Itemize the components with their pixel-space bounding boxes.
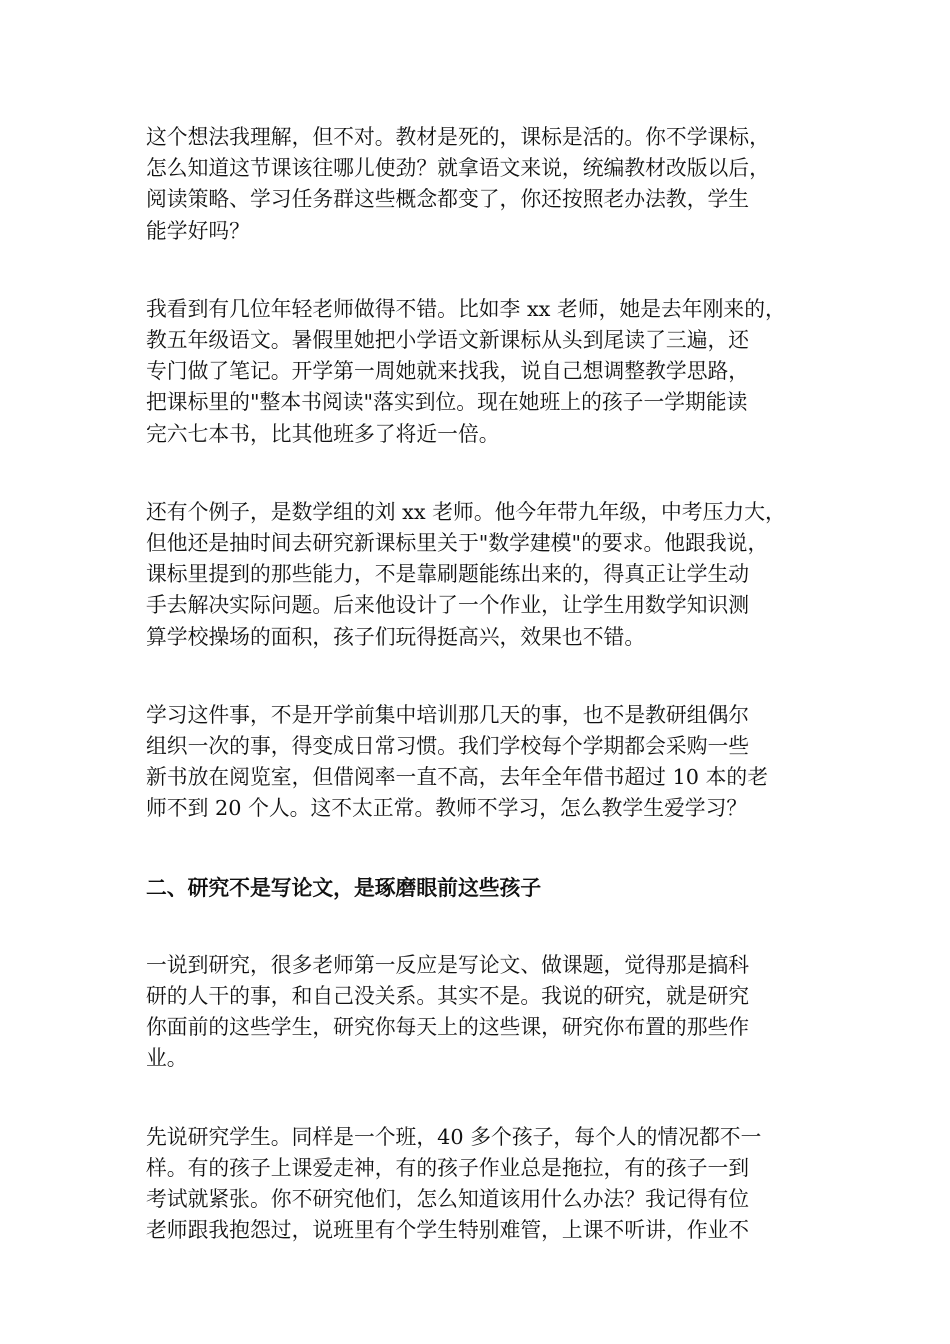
text-line: 组织一次的事，得变成日常习惯。我们学校每个学期都会采购一些 — [146, 734, 750, 759]
text-line: 但他还是抽时间去研究新课标里关于"数学建模"的要求。他跟我说， — [146, 531, 769, 556]
paragraph-research-students — [146, 1122, 806, 1247]
paragraph-learning-habit — [146, 700, 806, 825]
text-line: 师不到 20 个人。这不太正常。教师不学习，怎么教学生爱学习？ — [146, 796, 748, 821]
text-line: 教五年级语文。暑假里她把小学语文新课标从头到尾读了三遍，还 — [146, 328, 750, 353]
text-line: 样。有的孩子上课爱走神，有的孩子作业总是拖拉，有的孩子一到 — [146, 1155, 750, 1180]
text-line: 能学好吗？ — [146, 218, 250, 243]
text-line: 把课标里的"整本书阅读"落实到位。现在她班上的孩子一学期能读 — [146, 390, 748, 415]
text-line: 这个想法我理解，但不对。教材是死的，课标是活的。你不学课标， — [146, 125, 770, 149]
text-line: 我看到有几位年轻老师做得不错。比如李 xx 老师，她是去年刚来的， — [146, 296, 786, 321]
text-line: 一说到研究，很多老师第一反应是写论文、做课题，觉得那是搞科 — [146, 952, 750, 977]
paragraph-what-is-research — [146, 950, 806, 1075]
text-line: 新书放在阅览室，但借阅率一直不高，去年全年借书超过 10 本的老 — [146, 765, 768, 790]
text-line: 阅读策略、学习任务群这些概念都变了，你还按照老办法教，学生 — [146, 187, 750, 212]
text-line: 学习这件事，不是开学前集中培训那几天的事，也不是教研组偶尔 — [146, 702, 750, 727]
paragraph-teacher-liu-example — [146, 497, 806, 653]
text-line: 业。 — [146, 1046, 188, 1071]
text-line: 老师跟我抱怨过，说班里有个学生特别难管，上课不听讲，作业不 — [146, 1218, 750, 1243]
paragraph-teacher-li-example — [146, 294, 806, 450]
text-line: 专门做了笔记。开学第一周她就来找我，说自己想调整教学思路， — [146, 359, 750, 384]
text-line: 还有个例子，是数学组的刘 xx 老师。他今年带九年级，中考压力大， — [146, 499, 786, 524]
text-line: 考试就紧张。你不研究他们，怎么知道该用什么办法？我记得有位 — [146, 1187, 750, 1212]
section-heading: 二、研究不是写论文，是琢磨眼前这些孩子 — [146, 874, 542, 900]
text-line: 你面前的这些学生，研究你每天上的这些课，研究你布置的那些作 — [146, 1015, 750, 1040]
text-line: 先说研究学生。同样是一个班，40 多个孩子，每个人的情况都不一 — [146, 1124, 762, 1149]
text-line: 手去解决实际问题。后来他设计了一个作业，让学生用数学知识测 — [146, 593, 750, 618]
text-line: 怎么知道这节课该往哪儿使劲？就拿语文来说，统编教材改版以后， — [146, 156, 770, 181]
document-body — [146, 122, 806, 1293]
text-line: 完六七本书，比其他班多了将近一倍。 — [146, 421, 500, 446]
text-line: 研的人干的事，和自己没关系。其实不是。我说的研究，就是研究 — [146, 984, 750, 1009]
text-line: 算学校操场的面积，孩子们玩得挺高兴，效果也不错。 — [146, 624, 646, 649]
paragraph-curriculum-standards — [146, 122, 806, 247]
text-line: 课标里提到的那些能力，不是靠刷题能练出来的，得真正让学生动 — [146, 562, 750, 587]
